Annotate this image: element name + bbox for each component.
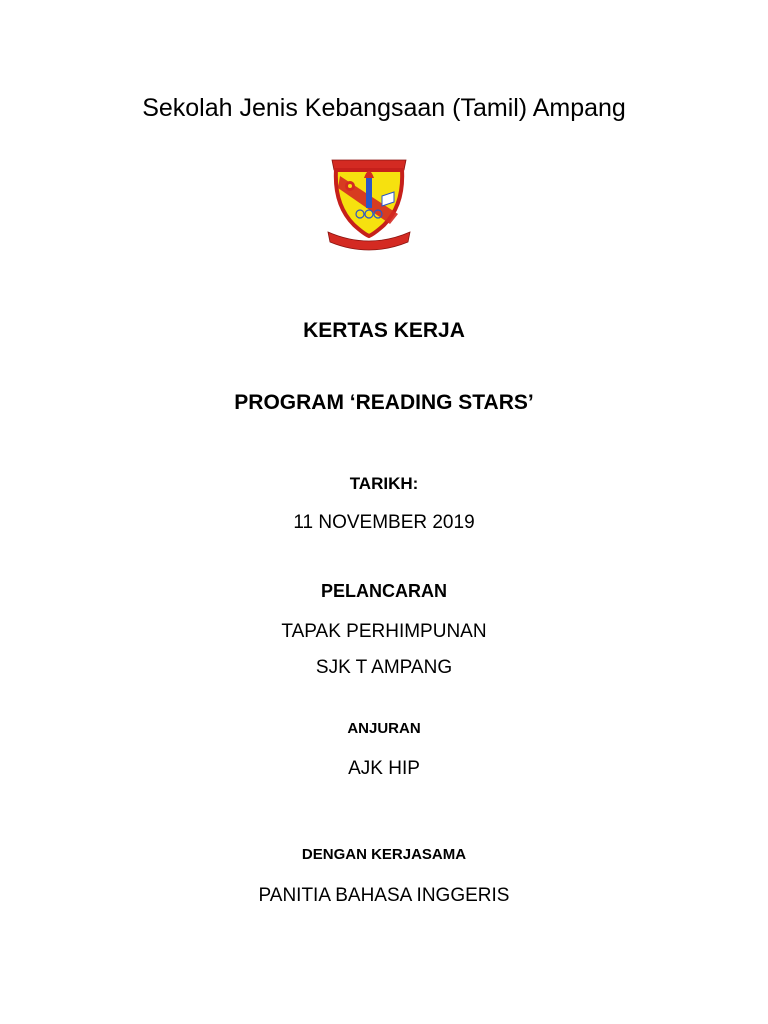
- launch-school: SJK T AMPANG: [315, 657, 453, 678]
- organizer-value: AJK HIP: [348, 758, 420, 779]
- document-title: KERTAS KERJA: [303, 319, 465, 342]
- collaboration-label: DENGAN KERJASAMA: [301, 846, 467, 863]
- launch-label: PELANCARAN: [321, 581, 447, 601]
- school-name: Sekolah Jenis Kebangsaan (Tamil) Ampang: [142, 94, 626, 122]
- organizer-label: ANJURAN: [347, 720, 421, 737]
- collaboration-value: PANITIA BAHASA INGGERIS: [258, 885, 510, 906]
- school-crest-icon: [324, 150, 414, 255]
- date-label: TARIKH:: [349, 474, 419, 493]
- program-title: PROGRAM ‘READING STARS’: [234, 391, 534, 414]
- launch-venue: TAPAK PERHIMPUNAN: [281, 621, 487, 642]
- date-value: 11 NOVEMBER 2019: [293, 512, 475, 533]
